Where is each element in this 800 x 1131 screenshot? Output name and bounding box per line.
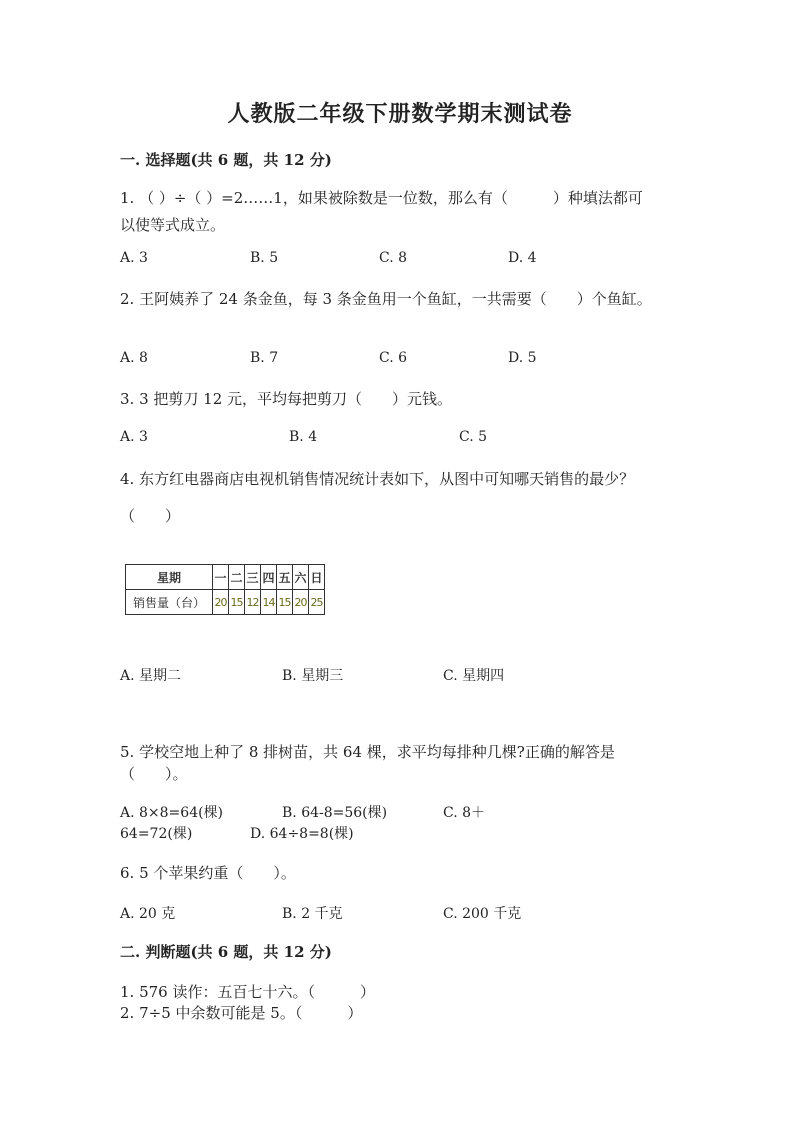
question-2-option-d: D. 5 xyxy=(508,350,537,366)
section-2-heading: 二. 判断题(共 6 题，共 12 分) xyxy=(120,943,332,961)
question-1-option-d: D. 4 xyxy=(508,250,537,266)
question-2-option-c: C. 6 xyxy=(379,350,408,366)
question-1-line-1: 1. （ ）÷（ ）=2……1，如果被除数是一位数，那么有（ ）种填法都可 xyxy=(120,189,643,207)
question-3-option-c: C. 5 xyxy=(459,429,488,445)
sales-table xyxy=(125,564,325,615)
question-3-option-a: A. 3 xyxy=(120,429,148,445)
question-1-line-2: 以使等式成立。 xyxy=(120,216,226,234)
question-2-option-b: B. 7 xyxy=(250,350,279,366)
question-4-line-1: 4. 东方红电器商店电视机销售情况统计表如下，从图中可知哪天销售的最少？ xyxy=(120,470,635,488)
table-value-cell: 12 xyxy=(245,590,261,615)
question-4-line-2: （ ） xyxy=(120,507,181,525)
table-header-cell: 星期 xyxy=(126,565,213,590)
table-value-cell: 20 xyxy=(213,590,229,615)
judgment-question-1: 1. 576 读作：五百七十六。（ ） xyxy=(120,983,375,1001)
question-3-option-b: B. 4 xyxy=(289,429,318,445)
question-6-option-c: C. 200 千克 xyxy=(443,906,522,922)
question-5-option-c-continued: 64=72(棵) xyxy=(120,826,193,842)
table-day-cell: 一 xyxy=(213,565,229,590)
page-title: 人教版二年级下册数学期末测试卷 xyxy=(227,101,573,127)
question-1-option-a: A. 3 xyxy=(120,250,148,266)
table-value-cell: 25 xyxy=(309,590,325,615)
table-row xyxy=(126,590,325,615)
table-day-cell: 五 xyxy=(277,565,293,590)
question-5-option-a: A. 8×8=64(棵) xyxy=(120,805,224,821)
question-4-option-a: A. 星期二 xyxy=(120,668,182,684)
question-5-option-d: D. 64÷8=8(棵) xyxy=(250,826,354,842)
table-day-cell: 六 xyxy=(293,565,309,590)
table-header-cell: 销售量（台） xyxy=(126,590,213,615)
table-value-cell: 15 xyxy=(229,590,245,615)
question-4-option-b: B. 星期三 xyxy=(282,668,344,684)
table-value-cell: 15 xyxy=(277,590,293,615)
question-2-option-a: A. 8 xyxy=(120,350,148,366)
table-day-cell: 四 xyxy=(261,565,277,590)
question-5-option-c: C. 8＋ xyxy=(443,805,486,821)
question-5-line-2: （ ）。 xyxy=(120,765,188,783)
question-5-option-b: B. 64-8=56(棵) xyxy=(282,805,388,821)
table-value-cell: 14 xyxy=(261,590,277,615)
table-day-cell: 日 xyxy=(309,565,325,590)
table-row xyxy=(126,565,325,590)
question-6-line-1: 6. 5 个苹果约重（ ）。 xyxy=(120,864,296,882)
table-day-cell: 二 xyxy=(229,565,245,590)
question-5-line-1: 5. 学校空地上种了 8 排树苗，共 64 棵，求平均每排种几棵?正确的解答是 xyxy=(120,743,615,761)
judgment-question-2: 2. 7÷5 中余数可能是 5。（ ） xyxy=(120,1004,363,1022)
question-1-option-b: B. 5 xyxy=(250,250,279,266)
question-2-line-1: 2. 王阿姨养了 24 条金鱼，每 3 条金鱼用一个鱼缸，一共需要（ ）个鱼缸。 xyxy=(120,290,652,308)
table-value-cell: 20 xyxy=(293,590,309,615)
question-6-option-a: A. 20 克 xyxy=(120,906,176,922)
question-6-option-b: B. 2 千克 xyxy=(282,906,343,922)
section-1-heading: 一. 选择题(共 6 题，共 12 分) xyxy=(120,151,332,169)
question-1-option-c: C. 8 xyxy=(379,250,408,266)
table-day-cell: 三 xyxy=(245,565,261,590)
question-3-line-1: 3. 3 把剪刀 12 元，平均每把剪刀（ ）元钱。 xyxy=(120,390,453,408)
question-4-option-c: C. 星期四 xyxy=(443,668,505,684)
